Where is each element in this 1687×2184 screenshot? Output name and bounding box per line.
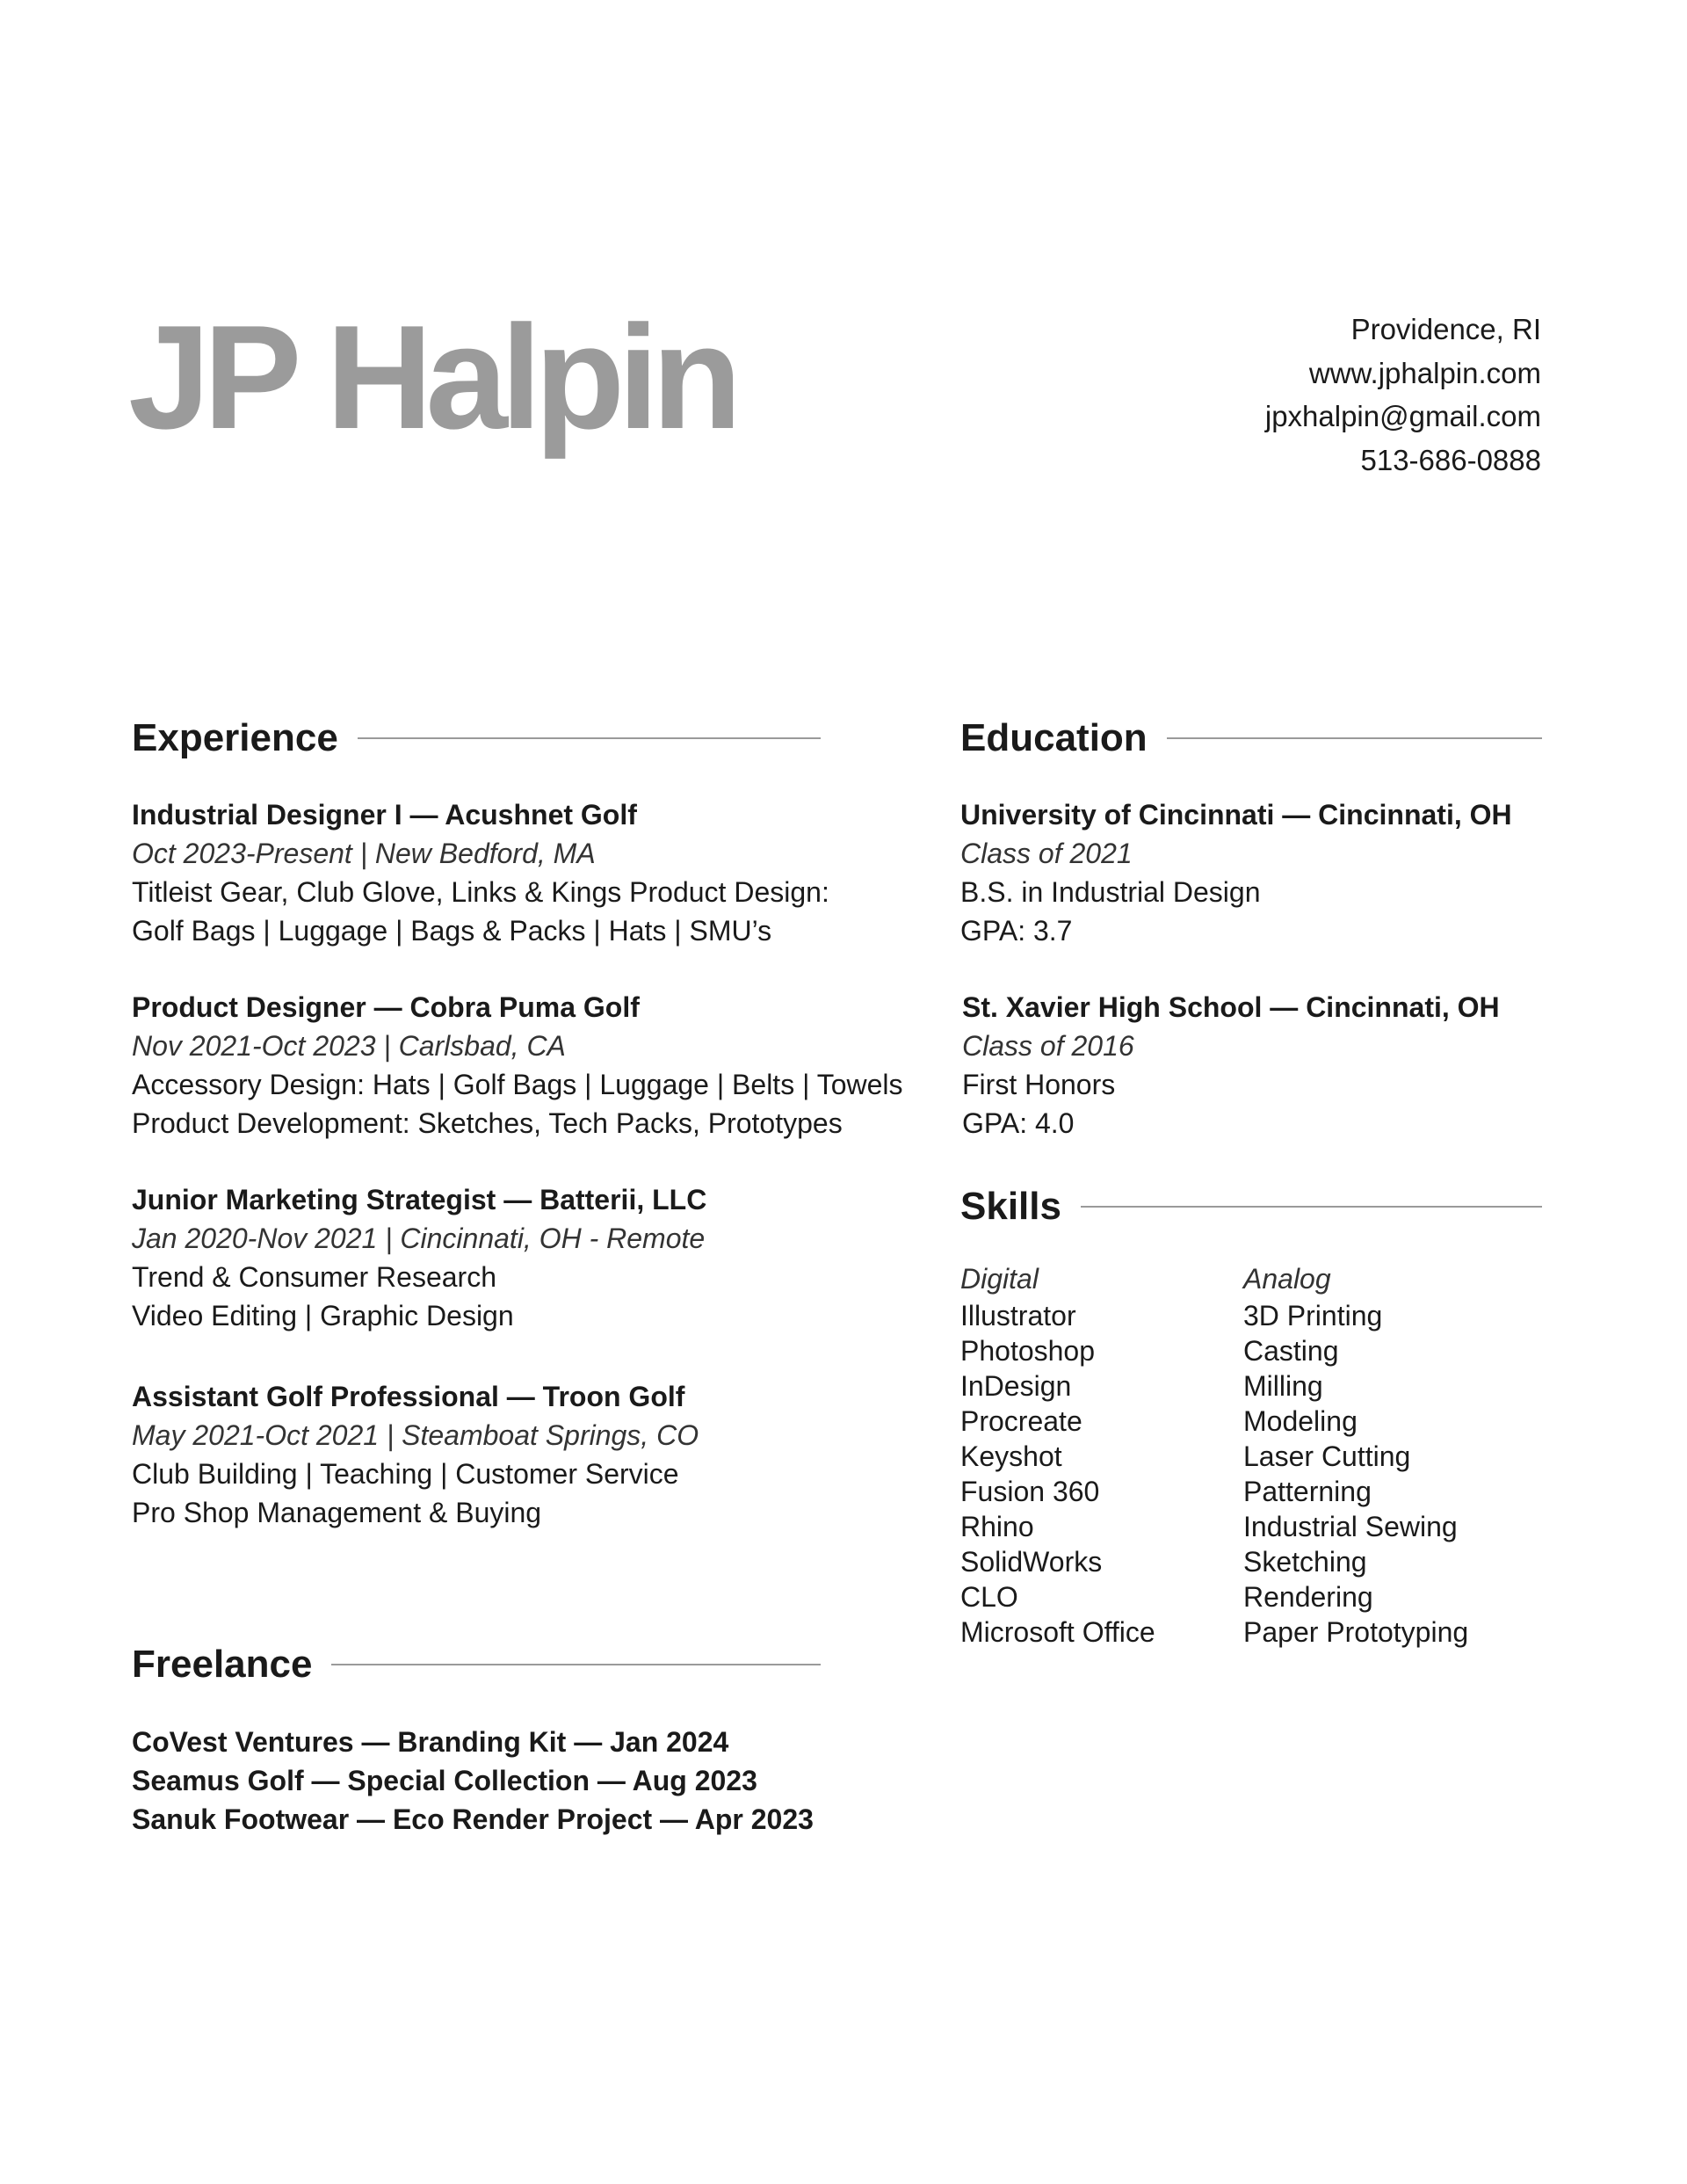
entry-title: Industrial Designer I — Acushnet Golf [132,799,637,831]
skills-analog-title: Analog [1243,1263,1331,1295]
skill-item: Paper Prototyping [1243,1616,1469,1648]
skills-divider [1081,1206,1542,1208]
education-entry [960,795,1512,950]
skill-item: 3D Printing [1243,1300,1383,1331]
entry-line: B.S. in Industrial Design [960,876,1261,908]
resume-name: JP Halpin [128,294,735,460]
email-link[interactable]: jpxhalpin@gmail.com [1264,400,1541,432]
entry-line: Club Building | Teaching | Customer Service [132,1458,679,1490]
skill-item: Sketching [1243,1546,1367,1578]
freelance-divider [331,1664,821,1665]
skill-item: SolidWorks [960,1546,1103,1578]
skill-item: Industrial Sewing [1243,1511,1458,1542]
experience-entry [132,795,829,950]
skill-item: CLO [960,1581,1018,1613]
location: Providence, RI [1350,313,1541,345]
skill-item: Rhino [960,1511,1034,1542]
contact-block [1265,308,1541,482]
skill-item: Illustrator [960,1300,1076,1331]
skills-digital-title: Digital [960,1263,1039,1295]
skill-item: Rendering [1243,1581,1373,1613]
entry-line: First Honors [962,1069,1116,1100]
skill-item: Fusion 360 [960,1476,1100,1507]
freelance-item: CoVest Ventures — Branding Kit — Jan 2024 [132,1726,729,1758]
website-link[interactable]: www.jphalpin.com [1308,356,1541,389]
experience-entry [132,1377,699,1532]
education-divider [1167,737,1542,739]
entry-line: GPA: 4.0 [962,1107,1075,1139]
entry-line: Titleist Gear, Club Glove, Links & Kings Product Design: [132,876,829,908]
skill-item: Milling [1243,1370,1323,1402]
skill-item: InDesign [960,1370,1072,1402]
skill-item: Laser Cutting [1243,1440,1411,1472]
experience-entry [132,988,903,1143]
freelance-item: Sanuk Footwear — Eco Render Project — Apr 2023 [132,1803,814,1835]
education-section-header [960,712,1542,765]
education-entry [962,988,1500,1143]
skills-section-header [960,1180,1542,1233]
skills-digital-column [960,1261,1155,1650]
skill-item: Photoshop [960,1335,1096,1367]
freelance-section-header [132,1638,821,1691]
experience-entry [132,1180,706,1335]
entry-meta: Class of 2016 [962,1030,1134,1062]
skill-item: Keyshot [960,1440,1062,1472]
entry-line: Video Editing | Graphic Design [132,1300,514,1331]
entry-meta: May 2021-Oct 2021 | Steamboat Springs, CO [132,1419,699,1451]
skill-item: Procreate [960,1405,1082,1437]
freelance-heading: Freelance [132,1643,313,1686]
education-heading: Education [960,716,1148,759]
entry-meta: Nov 2021-Oct 2023 | Carlsbad, CA [132,1030,566,1062]
entry-title: Assistant Golf Professional — Troon Golf [132,1381,685,1412]
skill-item: Modeling [1243,1405,1358,1437]
entry-line: Trend & Consumer Research [132,1261,496,1293]
experience-heading: Experience [132,716,338,759]
entry-title: University of Cincinnati — Cincinnati, OH [960,799,1512,831]
entry-meta: Oct 2023-Present | New Bedford, MA [132,838,596,869]
skill-item: Microsoft Office [960,1616,1155,1648]
entry-line: Pro Shop Management & Buying [132,1497,542,1528]
entry-meta: Class of 2021 [960,838,1133,869]
entry-line: GPA: 3.7 [960,915,1073,947]
entry-title: Product Designer — Cobra Puma Golf [132,991,640,1023]
entry-title: Junior Marketing Strategist — Batterii, LLC [132,1184,707,1215]
skills-analog-column [1243,1261,1468,1650]
entry-line: Accessory Design: Hats | Golf Bags | Luggage | Belts | Towels [132,1069,903,1100]
freelance-list [132,1723,814,1839]
experience-divider [358,737,821,739]
freelance-item: Seamus Golf — Special Collection — Aug 2023 [132,1765,757,1796]
experience-section-header [132,712,821,765]
phone-number: 513-686-0888 [1360,443,1541,476]
skill-item: Casting [1243,1335,1339,1367]
entry-title: St. Xavier High School — Cincinnati, OH [962,991,1500,1023]
skills-heading: Skills [960,1185,1061,1228]
entry-meta: Jan 2020-Nov 2021 | Cincinnati, OH - Remote [132,1223,706,1254]
entry-line: Product Development: Sketches, Tech Packs, Prototypes [132,1107,843,1139]
entry-line: Golf Bags | Luggage | Bags & Packs | Hats | SMU’s [132,915,772,947]
skill-item: Patterning [1243,1476,1372,1507]
